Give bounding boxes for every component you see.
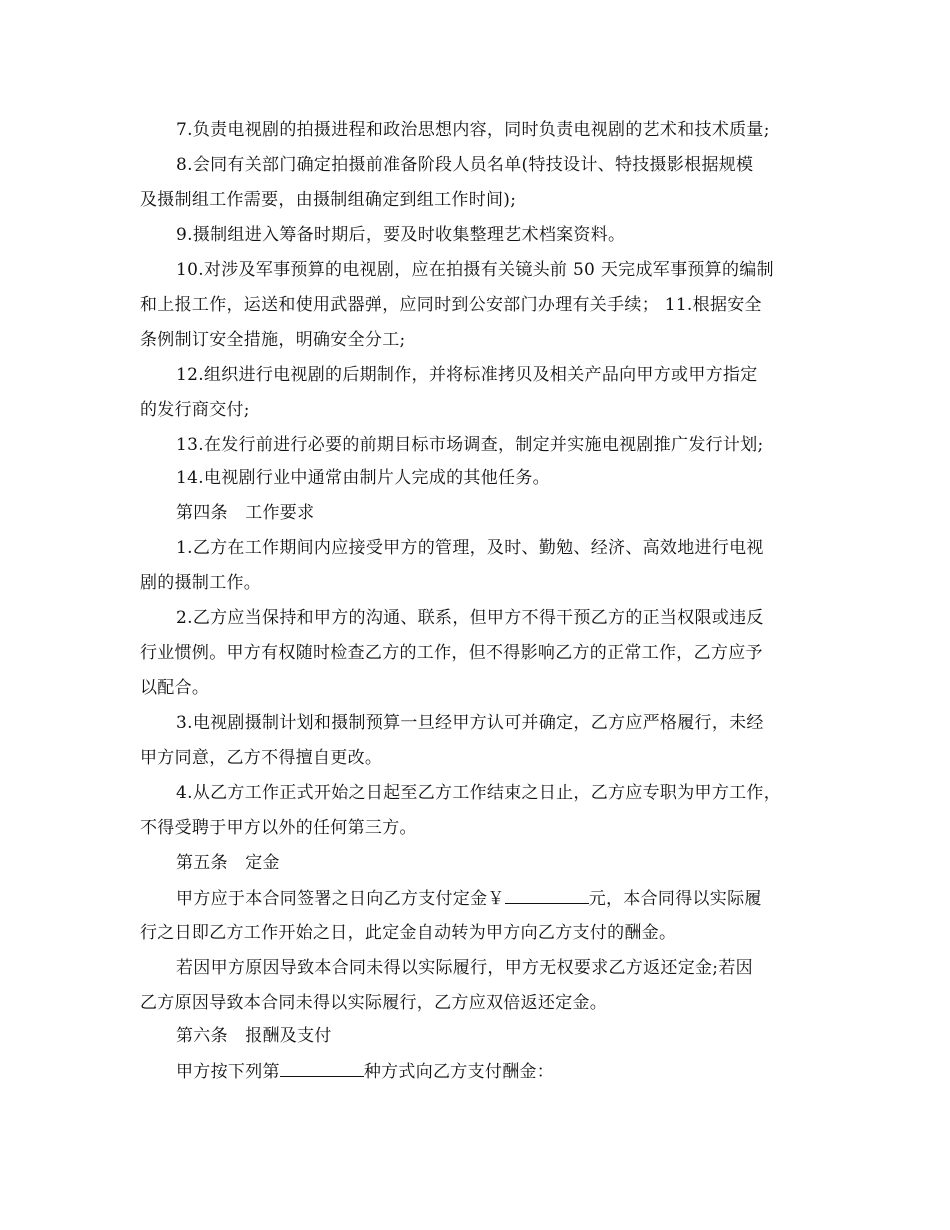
payment-text-before: 甲方按下列第 [176,1062,280,1082]
clause-item-13: 13.在发行前进行必要的前期目标市场调查，制定并实施电视剧推广发行计划; [176,435,764,455]
article-4-item-2: 2.乙方应当保持和甲方的沟通、联系，但甲方不得干预乙方的正当权限或违反 [176,608,764,628]
clause-item-12: 12.组织进行电视剧的后期制作，并将标准拷贝及相关产品向甲方或甲方指定 [176,365,758,385]
clause-item-11-cont: 条例制订安全措施，明确安全分工; [140,330,406,350]
deposit-text-before: 甲方应于本合同签署之日向乙方支付定金￥ [176,889,505,909]
clause-item-8-cont: 及摄制组工作需要，由摄制组确定到组工作时间); [140,190,517,210]
article-4-item-4: 4.从乙方工作正式开始之日起至乙方工作结束之日止，乙方应专职为甲方工作， [176,783,782,803]
clause-item-9: 9.摄制组进入筹备时期后，要及时收集整理艺术档案资料。 [176,225,626,245]
article-4-item-3: 3.电视剧摄制计划和摄制预算一旦经甲方认可并确定，乙方应严格履行，未经 [176,713,764,733]
clause-item-12-cont: 的发行商交付; [140,400,250,420]
clause-item-14: 14.电视剧行业中通常由制片人完成的其他任务。 [176,468,550,488]
clause-item-7: 7.负责电视剧的拍摄进程和政治思想内容，同时负责电视剧的艺术和技术质量; [176,120,770,140]
payment-method-blank [280,1060,364,1077]
clause-item-10-cont: 和上报工作，运送和使用武器弹，应同时到公安部门办理有关手续； 11.根据安全 [140,295,762,315]
deposit-paragraph [176,887,762,910]
article-6-heading: 第六条 报酬及支付 [176,1026,332,1046]
article-4-item-1-cont: 剧的摄制工作。 [140,573,262,593]
article-4-item-1: 1.乙方在工作期间内应接受甲方的管理，及时、勤勉、经济、高效地进行电视 [176,538,764,558]
deposit-text-after: 元，本合同得以实际履 [588,889,762,909]
payment-method-line [176,1060,554,1083]
article-4-item-2-cont: 行业惯例。甲方有权随时检查乙方的工作，但不得影响乙方的正常工作，乙方应予 [140,643,763,663]
clause-item-8: 8.会同有关部门确定拍摄前准备阶段人员名单(特技设计、特技摄影根据规模 [176,155,754,175]
article-4-item-4-cont: 不得受聘于甲方以外的任何第三方。 [140,818,417,838]
article-4-item-3-cont: 甲方同意，乙方不得擅自更改。 [140,748,383,768]
article-4-item-2-cont2: 以配合。 [140,678,210,698]
clause-item-10: 10.对涉及军事预算的电视剧，应在拍摄有关镜头前 50 天完成军事预算的编制 [176,260,774,280]
deposit-breach-paragraph: 若因甲方原因导致本合同未得以实际履行，甲方无权要求乙方返还定金;若因 [176,958,753,978]
article-5-heading: 第五条 定金 [176,853,280,873]
article-4-heading: 第四条 工作要求 [176,503,315,523]
deposit-breach-paragraph-cont: 乙方原因导致本合同未得以实际履行，乙方应双倍返还定金。 [140,993,608,1013]
deposit-amount-blank [505,887,589,904]
payment-text-after: 种方式向乙方支付酬金： [363,1062,555,1082]
deposit-paragraph-cont: 行之日即乙方工作开始之日，此定金自动转为甲方向乙方支付的酬金。 [140,923,677,943]
